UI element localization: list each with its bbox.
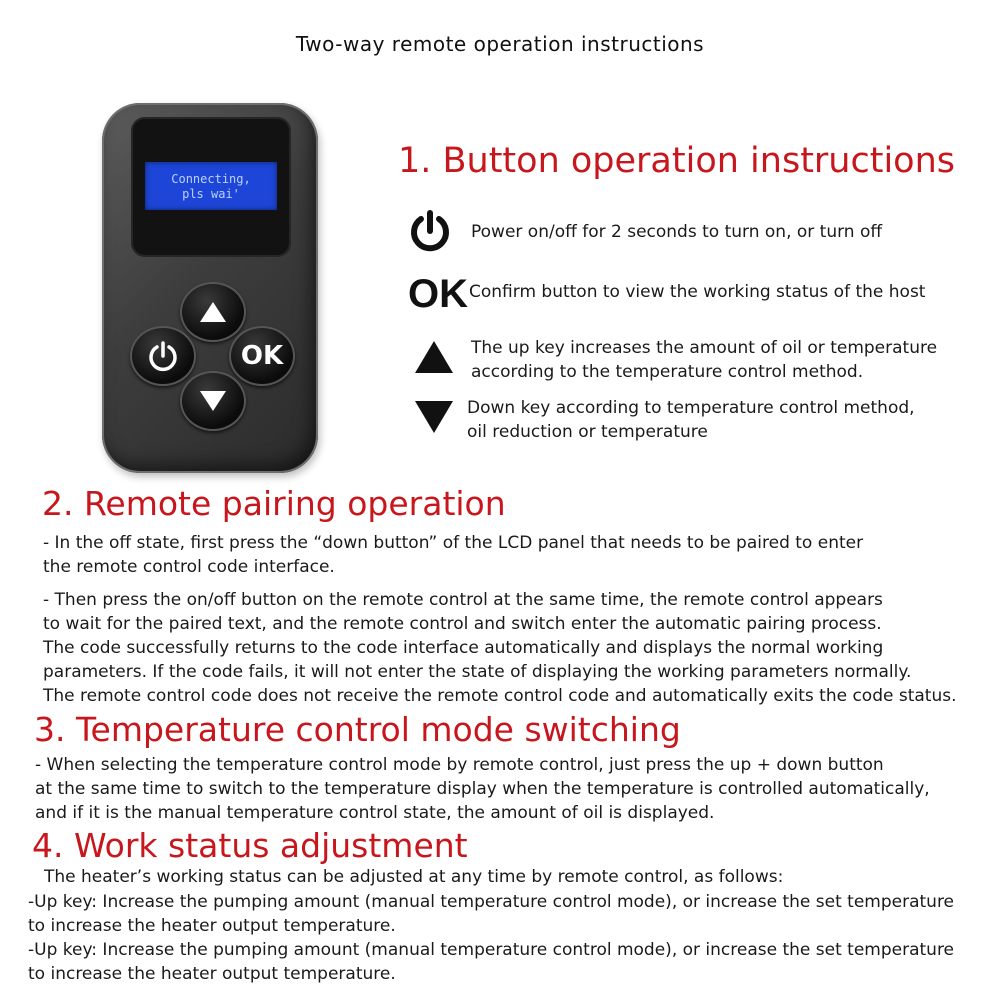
temperature-mode-text-line: at the same time to switch to the temperature display when the temperature is controlled automatically,	[35, 779, 930, 799]
power-instruction: Power on/off for 2 seconds to turn on, or turn off	[471, 222, 883, 242]
lcd-screen	[145, 162, 277, 210]
remote-power-button	[130, 326, 196, 386]
page-title: Two-way remote operation instructions	[295, 32, 705, 56]
temperature-mode-text-line: and if it is the manual temperature control state, the amount of oil is displayed.	[35, 803, 715, 823]
down-arrow-icon	[199, 390, 227, 412]
down-instruction-line-2: oil reduction or temperature	[467, 422, 708, 442]
pairing-text-line: The remote control code does not receive the remote control code and automatically exits the code status.	[43, 686, 957, 706]
remote-ok-button	[229, 326, 295, 386]
section-3-heading: 3. Temperature control mode switching	[34, 710, 681, 749]
work-status-text-line: to increase the heater output temperature.	[28, 916, 396, 936]
power-icon	[146, 339, 180, 373]
temperature-mode-text-line: - When selecting the temperature control mode by remote control, just press the up + down button	[35, 755, 884, 775]
ok-button-label: OK	[240, 341, 284, 371]
remote-up-button	[180, 282, 246, 342]
pairing-text-line: The code successfully returns to the code interface automatically and displays the normal working	[43, 638, 884, 658]
pairing-text-line: to wait for the paired text, and the remote control and switch enter the automatic pairing process.	[43, 614, 882, 634]
section-4-heading: 4. Work status adjustment	[32, 826, 468, 865]
power-icon	[405, 207, 455, 257]
pairing-text-line: - Then press the on/off button on the remote control at the same time, the remote control appears	[43, 590, 883, 610]
pairing-text-line: parameters. If the code fails, it will not enter the state of displaying the working parameters normally.	[43, 662, 912, 682]
lcd-line-2: pls wai'	[182, 187, 240, 201]
down-instruction-line-1: Down key according to temperature control method,	[467, 398, 915, 418]
remote-down-button	[180, 371, 246, 431]
up-triangle-icon	[414, 340, 454, 378]
pairing-text-line: the remote control code interface.	[43, 557, 335, 577]
section-1-heading: 1. Button operation instructions	[398, 141, 956, 181]
up-instruction-line-1: The up key increases the amount of oil or temperature	[471, 338, 938, 358]
work-status-text-line: The heater’s working status can be adjusted at any time by remote control, as follows:	[44, 867, 784, 887]
up-arrow-icon	[199, 301, 227, 323]
ok-text-icon: OK	[408, 272, 468, 316]
lcd-line-1: Connecting,	[171, 172, 251, 186]
up-instruction-line-2: according to the temperature control method.	[471, 362, 864, 382]
down-triangle-icon	[414, 400, 454, 438]
work-status-text-line: -Up key: Increase the pumping amount (manual temperature control mode), or increase the set temperature	[28, 892, 955, 912]
ok-instruction: Confirm button to view the working status of the host	[469, 282, 926, 302]
work-status-text-line: -Up key: Increase the pumping amount (manual temperature control mode), or increase the set temperature	[28, 940, 955, 960]
work-status-text-line: to increase the heater output temperature.	[28, 964, 396, 984]
pairing-text-line: - In the off state, first press the “down button” of the LCD panel that needs to be paired to enter	[43, 533, 864, 553]
section-2-heading: 2. Remote pairing operation	[42, 484, 506, 523]
